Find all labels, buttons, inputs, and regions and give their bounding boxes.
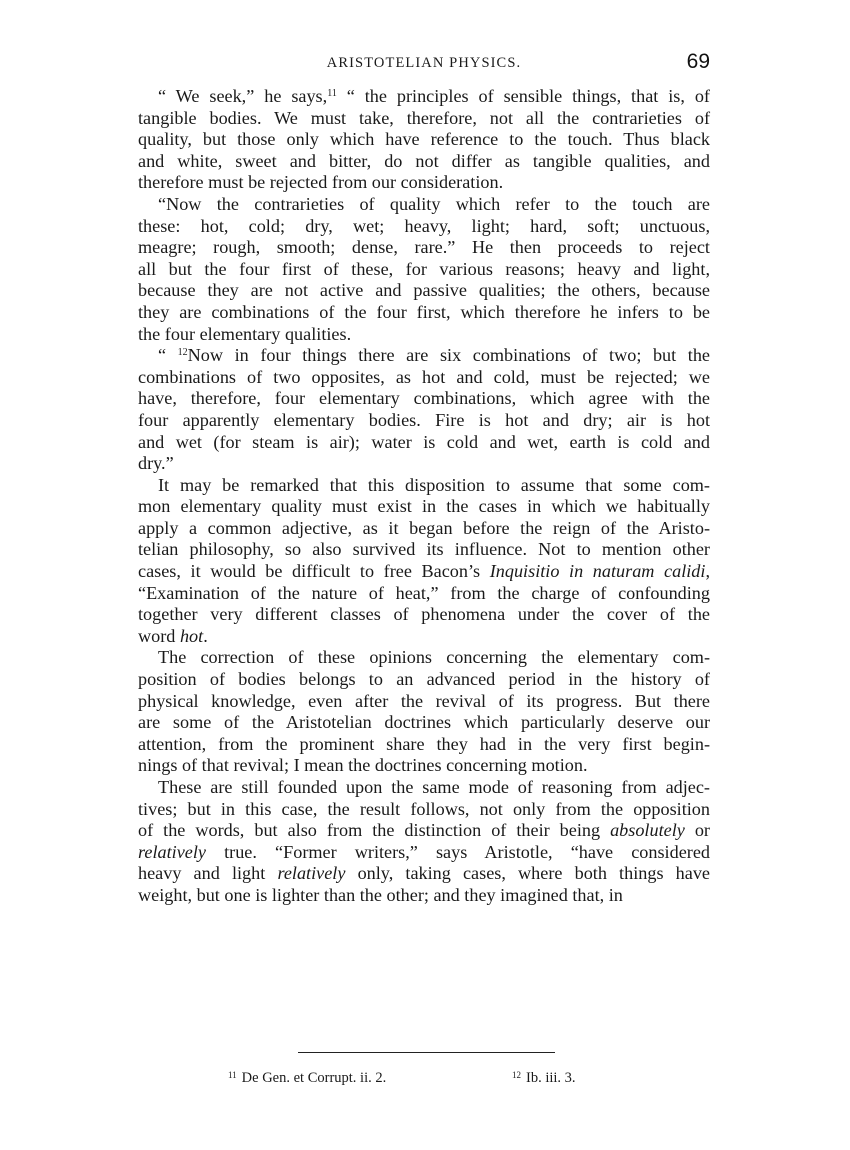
text-line (138, 777, 710, 799)
text-line (138, 475, 710, 497)
line-text: physical knowledge, even after the revival of its progress. But there (138, 690, 710, 711)
book-page (138, 0, 710, 1150)
paragraph (138, 86, 710, 194)
footnote-marker: 12 (512, 1070, 521, 1080)
text-line (138, 583, 710, 605)
line-text: four apparently elementary bodies. Fire is hot and dry; air is hot (138, 409, 710, 430)
line-text: These are still founded upon the same mode of reasoning from adjec- (158, 777, 710, 797)
line-text: combinations of two opposites, as hot and cold, must be rejected; we (138, 366, 710, 387)
line-text: dry.” (138, 453, 174, 474)
line-text: mon elementary quality must exist in the cases in which we habitually (138, 496, 710, 517)
text-line (138, 151, 710, 173)
line-text: or (684, 820, 710, 841)
line-text: true. “Former writers,” says Aristotle, “have considered (206, 841, 710, 862)
line-text: apply a common adjective, as it began before the reign of the Aristo- (138, 517, 710, 538)
text-line (138, 885, 710, 907)
line-text: therefore must be rejected from our consideration. (138, 172, 504, 193)
line-text: are some of the Aristotelian doctrines which particularly deserve our (138, 712, 710, 733)
text-line (138, 280, 710, 302)
text-line (138, 604, 710, 626)
footnote-divider (298, 1052, 555, 1053)
text-line (138, 302, 710, 324)
line-text: meagre; rough, smooth; dense, rare.” He then proceeds to reject (138, 237, 710, 258)
line-text: all but the four first of these, for various reasons; heavy and light, (138, 258, 710, 279)
text-line (138, 388, 710, 410)
text-line (138, 108, 710, 130)
text-line (138, 734, 710, 756)
text-line (138, 432, 710, 454)
line-text: nings of that revival; I mean the doctrines concerning motion. (138, 755, 588, 776)
paragraph (138, 475, 710, 648)
text-line (138, 561, 710, 583)
line-text: . (203, 625, 208, 646)
line-text: tangible bodies. We must take, therefore, not all the contrarieties of (138, 107, 710, 128)
line-text: because they are not active and passive qualities; the others, because (138, 280, 710, 301)
line-text: of the words, but also from the distinction of their being (138, 820, 611, 841)
line-text: together very different classes of phenomena under the cover of the (138, 604, 710, 625)
text-line (138, 216, 710, 238)
line-text: have, therefore, four elementary combinations, which agree with the (138, 388, 710, 409)
text-line (138, 129, 710, 151)
text-line (138, 453, 710, 475)
paragraph (138, 194, 710, 345)
running-head (138, 50, 710, 74)
line-text: the four elementary qualities. (138, 323, 352, 344)
line-text: they are combinations of the four first, which therefore he infers to be (138, 301, 710, 322)
line-text: It may be remarked that this disposition to assume that some com- (158, 474, 710, 495)
text-line (138, 799, 710, 821)
text-line (138, 755, 710, 777)
footnote-text: De Gen. et Corrupt. ii. 2. (241, 1070, 387, 1086)
paragraph (138, 647, 710, 777)
text-line (138, 647, 710, 669)
line-text: position of bodies belongs to an advanced period in the history of (138, 669, 710, 690)
footnote-reference: 11 (327, 88, 337, 99)
line-text: word (138, 625, 180, 646)
line-text: “ the principles of sensible things, that is, of (336, 86, 710, 106)
text-line (138, 820, 710, 842)
line-text: tives; but in this case, the result follows, not only from the opposition (138, 798, 710, 819)
paragraph (138, 345, 710, 475)
text-line (138, 712, 710, 734)
text-line (138, 863, 710, 885)
text-line (138, 345, 710, 367)
footnote-11 (228, 1066, 386, 1087)
line-text: , (705, 561, 710, 582)
text-line (138, 410, 710, 432)
footnote-text: Ib. iii. 3. (526, 1070, 576, 1086)
italic-text: hot (179, 625, 204, 646)
footnote-reference: 12 (177, 347, 188, 359)
text-line (138, 237, 710, 259)
italic-text: Inquisitio in naturam calidi (489, 561, 706, 582)
text-line (138, 539, 710, 561)
italic-text: relatively (138, 841, 206, 862)
line-text: and wet (for steam is air); water is cold and wet, earth is cold and (138, 431, 710, 452)
line-text: “Examination of the nature of heat,” from the charge of confounding (138, 582, 710, 603)
line-text: “Now the contrarieties of quality which refer to the touch are (158, 193, 710, 214)
line-text: The correction of these opinions concerning the elementary com- (158, 647, 710, 668)
line-text: “ We seek,” he says, (158, 86, 328, 106)
line-text: Now in four things there are six combinations of two; but the (187, 345, 710, 366)
text-line (138, 691, 710, 713)
line-text: only, taking cases, where both things have (345, 863, 710, 884)
italic-text: relatively (277, 863, 346, 884)
line-text: heavy and light (138, 863, 278, 884)
text-line (138, 626, 710, 648)
line-text: “ (158, 345, 178, 366)
line-text: quality, but those only which have reference to the touch. Thus black (138, 129, 710, 150)
line-text: and white, sweet and bitter, do not differ as tangible qualities, and (138, 150, 710, 171)
footnote-marker: 11 (228, 1070, 237, 1080)
running-title: ARISTOTELIAN PHYSICS. (326, 55, 522, 71)
line-text: cases, it would be difficult to free Bacon’s (138, 561, 490, 582)
text-line (138, 324, 710, 346)
text-line (138, 496, 710, 518)
text-line (138, 194, 710, 216)
text-line (138, 518, 710, 540)
text-line (138, 259, 710, 281)
paragraph (138, 777, 710, 907)
text-line (138, 669, 710, 691)
line-text: these: hot, cold; dry, wet; heavy, light; hard, soft; unctuous, (138, 215, 710, 236)
text-line (138, 842, 710, 864)
text-line (138, 86, 710, 108)
page-number: 69 (686, 50, 710, 73)
line-text: weight, but one is lighter than the other; and they imagined that, in (138, 884, 623, 905)
line-text: attention, from the prominent share they had in the very first begin- (138, 733, 710, 754)
text-line (138, 367, 710, 389)
line-text: telian philosophy, so also survived its influence. Not to mention other (138, 539, 710, 560)
italic-text: absolutely (610, 820, 685, 841)
body-text (138, 86, 710, 907)
text-line (138, 172, 710, 194)
footnote-12 (512, 1066, 576, 1087)
